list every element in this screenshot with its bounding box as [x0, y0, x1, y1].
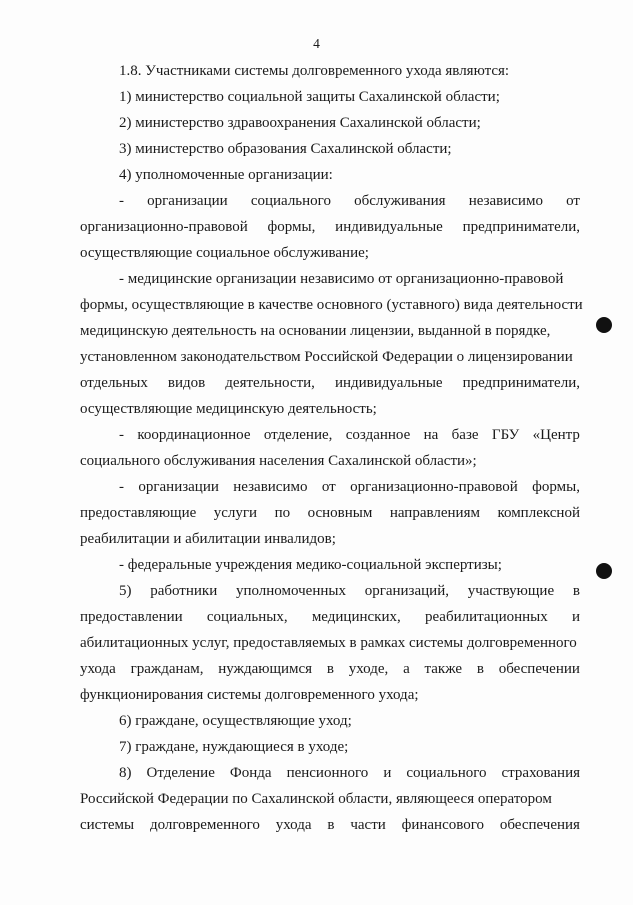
word: организации: [138, 479, 219, 495]
word: 8): [119, 765, 132, 781]
word: уходе,: [348, 661, 389, 677]
word: по: [274, 505, 291, 521]
word: формы,: [267, 219, 316, 235]
word: и: [571, 609, 580, 625]
text-line: [80, 374, 580, 392]
word: от: [566, 193, 580, 209]
word: формы,: [532, 479, 580, 495]
word: базе: [451, 427, 479, 443]
text-line: установленном законодательством Российской Федерации о лицензировании: [80, 349, 573, 365]
text-line: формы, осуществляющие в качестве основного (уставного) вида деятельности: [80, 297, 583, 313]
text-line: [80, 660, 580, 678]
text-line: [80, 608, 580, 626]
text-line: функционирования системы долговременного ухода;: [80, 687, 419, 703]
scan-punch-hole: [596, 317, 612, 333]
word: и: [383, 765, 392, 781]
word: а: [403, 661, 410, 677]
text-line: [119, 582, 580, 600]
word: видов: [167, 375, 206, 391]
word: от: [321, 479, 336, 495]
word: обслуживания: [354, 193, 446, 209]
word: независимо: [468, 193, 543, 209]
word: медицинских,: [311, 609, 401, 625]
word: обеспечении: [498, 661, 580, 677]
text-line: [119, 426, 580, 444]
text-line: реабилитации и абилитации инвалидов;: [80, 531, 336, 547]
word: социального: [406, 765, 487, 781]
word: независимо: [233, 479, 308, 495]
word: -: [119, 193, 124, 209]
word: социальных,: [206, 609, 288, 625]
text-line: [119, 192, 580, 210]
word: 5): [119, 583, 132, 599]
word: «Центр: [532, 427, 580, 443]
word: страхования: [501, 765, 580, 781]
word: -: [119, 479, 124, 495]
text-line: 2) министерство здравоохранения Сахалинской области;: [119, 115, 481, 131]
word: в: [327, 817, 335, 833]
word: предприниматели,: [462, 375, 580, 391]
text-line: 3) министерство образования Сахалинской области;: [119, 141, 452, 157]
word: отделение,: [263, 427, 333, 443]
word: созданное: [345, 427, 411, 443]
word: участвующие: [467, 583, 555, 599]
word: системы: [80, 817, 135, 833]
word: деятельности,: [225, 375, 315, 391]
word: Фонда: [229, 765, 272, 781]
text-line: осуществляющие социальное обслуживание;: [80, 245, 369, 261]
text-line: [80, 816, 580, 834]
text-line: осуществляющие медицинскую деятельность;: [80, 401, 377, 417]
word: нуждающимся: [218, 661, 313, 677]
word: организационно-правовой: [350, 479, 518, 495]
word: организаций,: [364, 583, 449, 599]
word: части: [350, 817, 386, 833]
word: в: [572, 583, 580, 599]
text-line: [119, 764, 580, 782]
word: уполномоченных: [235, 583, 346, 599]
word: финансового: [401, 817, 485, 833]
word: услуги: [213, 505, 258, 521]
word: отдельных: [80, 375, 148, 391]
word: организации: [147, 193, 228, 209]
text-line: 1.8. Участниками системы долговременного ухода являются:: [119, 63, 510, 79]
word: предоставлении: [80, 609, 183, 625]
scan-punch-hole: [596, 563, 612, 579]
word: предоставляющие: [80, 505, 197, 521]
word: обеспечения: [499, 817, 580, 833]
word: ухода: [80, 661, 116, 677]
word: предприниматели,: [462, 219, 580, 235]
word: ГБУ: [491, 427, 520, 443]
text-line: 1) министерство социальной защиты Сахалинской области;: [119, 89, 500, 105]
word: основным: [307, 505, 373, 521]
word: -: [119, 427, 124, 443]
word: в: [326, 661, 334, 677]
text-line: 7) граждане, нуждающиеся в уходе;: [119, 739, 349, 755]
text-line: 4) уполномоченные организации:: [119, 167, 333, 183]
word: гражданам,: [130, 661, 204, 677]
word: комплексной: [497, 505, 580, 521]
word: долговременного: [149, 817, 260, 833]
text-line: медицинскую деятельность на основании лицензии, выданной в порядке,: [80, 323, 551, 339]
word: в: [476, 661, 484, 677]
word: ухода: [275, 817, 312, 833]
word: индивидуальные: [334, 375, 443, 391]
text-line: Российской Федерации по Сахалинской области, являющееся оператором: [80, 791, 552, 807]
word: координационное: [137, 427, 251, 443]
word: пенсионного: [286, 765, 369, 781]
text-line: [119, 478, 580, 496]
page-number: 4: [313, 36, 320, 51]
word: индивидуальные: [335, 219, 443, 235]
word: направлениям: [389, 505, 480, 521]
text-line: абилитационных услуг, предоставляемых в рамках системы долговременного: [80, 635, 577, 651]
word: реабилитационных: [424, 609, 548, 625]
text-line: 6) граждане, осуществляющие уход;: [119, 713, 352, 729]
text-line: - медицинские организации независимо от организационно-правовой: [119, 271, 564, 287]
text-line: [80, 218, 580, 236]
word: организационно-правовой: [80, 219, 248, 235]
word: работники: [150, 583, 218, 599]
word: Отделение: [146, 765, 215, 781]
word: на: [423, 427, 439, 443]
text-line: социального обслуживания населения Сахалинской области»;: [80, 453, 477, 469]
word: социального: [250, 193, 331, 209]
text-line: [80, 504, 580, 522]
text-line: - федеральные учреждения медико-социальной экспертизы;: [119, 557, 502, 573]
word: также: [424, 661, 463, 677]
